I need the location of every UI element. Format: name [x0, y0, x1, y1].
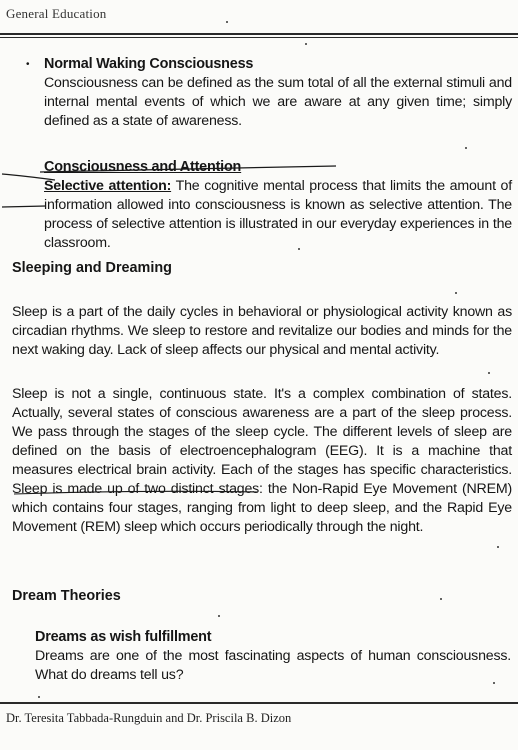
heading-consciousness-attention: Consciousness and Attention — [44, 159, 242, 175]
section-wish-fulfillment — [35, 628, 511, 685]
scan-speck — [38, 696, 40, 698]
heading-sleeping-dreaming: Sleeping and Dreaming — [12, 260, 172, 276]
scan-speck — [218, 615, 220, 617]
header-rule-thin — [0, 37, 518, 38]
bullet-dot: • — [26, 59, 30, 70]
definition-selective-attention: The cognitive mental process that limits the amount of information allowed into consciousness is known as selective attention. The process of selective attention is illustrated in our everyday experiences in the classroom. — [44, 178, 512, 251]
scan-speck — [465, 147, 467, 149]
running-header: General Education — [6, 6, 107, 21]
scan-speck — [305, 43, 307, 45]
term-selective-attention: Selective attention: — [44, 178, 172, 194]
section-normal-waking — [44, 55, 512, 131]
scan-speck — [497, 546, 499, 548]
heading-wish-fulfillment: Dreams as wish fulfillment — [35, 629, 212, 645]
section-consciousness-attention — [44, 158, 512, 253]
scan-speck — [455, 292, 457, 294]
text-sleep-cycles: Sleep is a part of the daily cycles in behavioral or physiological activity known as circadian rhythms. We sleep to restore and revitalize our bodies and minds for the next waking day. Lack of sleep affects our physical and mental activity. — [12, 304, 512, 358]
paragraph-sleep-cycles — [12, 303, 512, 360]
text-normal-waking: Consciousness can be defined as the sum total of all the external stimuli and internal mental events of which we are aware at any given time; simply defined as a state of awareness. — [44, 75, 512, 129]
scan-speck — [440, 598, 442, 600]
footer-authors: Dr. Teresita Tabbada-Rungduin and Dr. Priscila B. Dizon — [6, 711, 292, 725]
header-rule — [0, 33, 518, 35]
scan-speck — [298, 248, 300, 250]
pen-arrow-margin — [0, 200, 50, 212]
footer-rule — [0, 702, 518, 704]
heading-dream-theories: Dream Theories — [12, 588, 121, 604]
text-wish-fulfillment: Dreams are one of the most fascinating aspects of human consciousness. What do dreams tell us? — [35, 648, 511, 683]
text-sleep-states: Sleep is not a single, continuous state. It's a complex combination of states. Actually, several states of conscious awareness are a part of the sleep process. We pass through the stages of the sleep cycle. The different levels of sleep are defined on the basis of electroencephalogram (EEG). It is a machine that measures electrical brain activity. Each of the stages has specific characteristics. Sleep is made up of two distinct stages: the Non-Rapid Eye Movement (NREM) which contains four stages, ranging from light to deep sleep, and the Rapid Eye Movement (REM) sleep which occurs periodically through the night. — [12, 386, 512, 535]
text-selective-attention — [44, 177, 512, 253]
paragraph-sleep-states — [12, 385, 512, 537]
scan-speck — [493, 682, 495, 684]
scan-speck — [488, 372, 490, 374]
heading-normal-waking: Normal Waking Consciousness — [44, 56, 254, 72]
scan-speck — [226, 21, 228, 23]
